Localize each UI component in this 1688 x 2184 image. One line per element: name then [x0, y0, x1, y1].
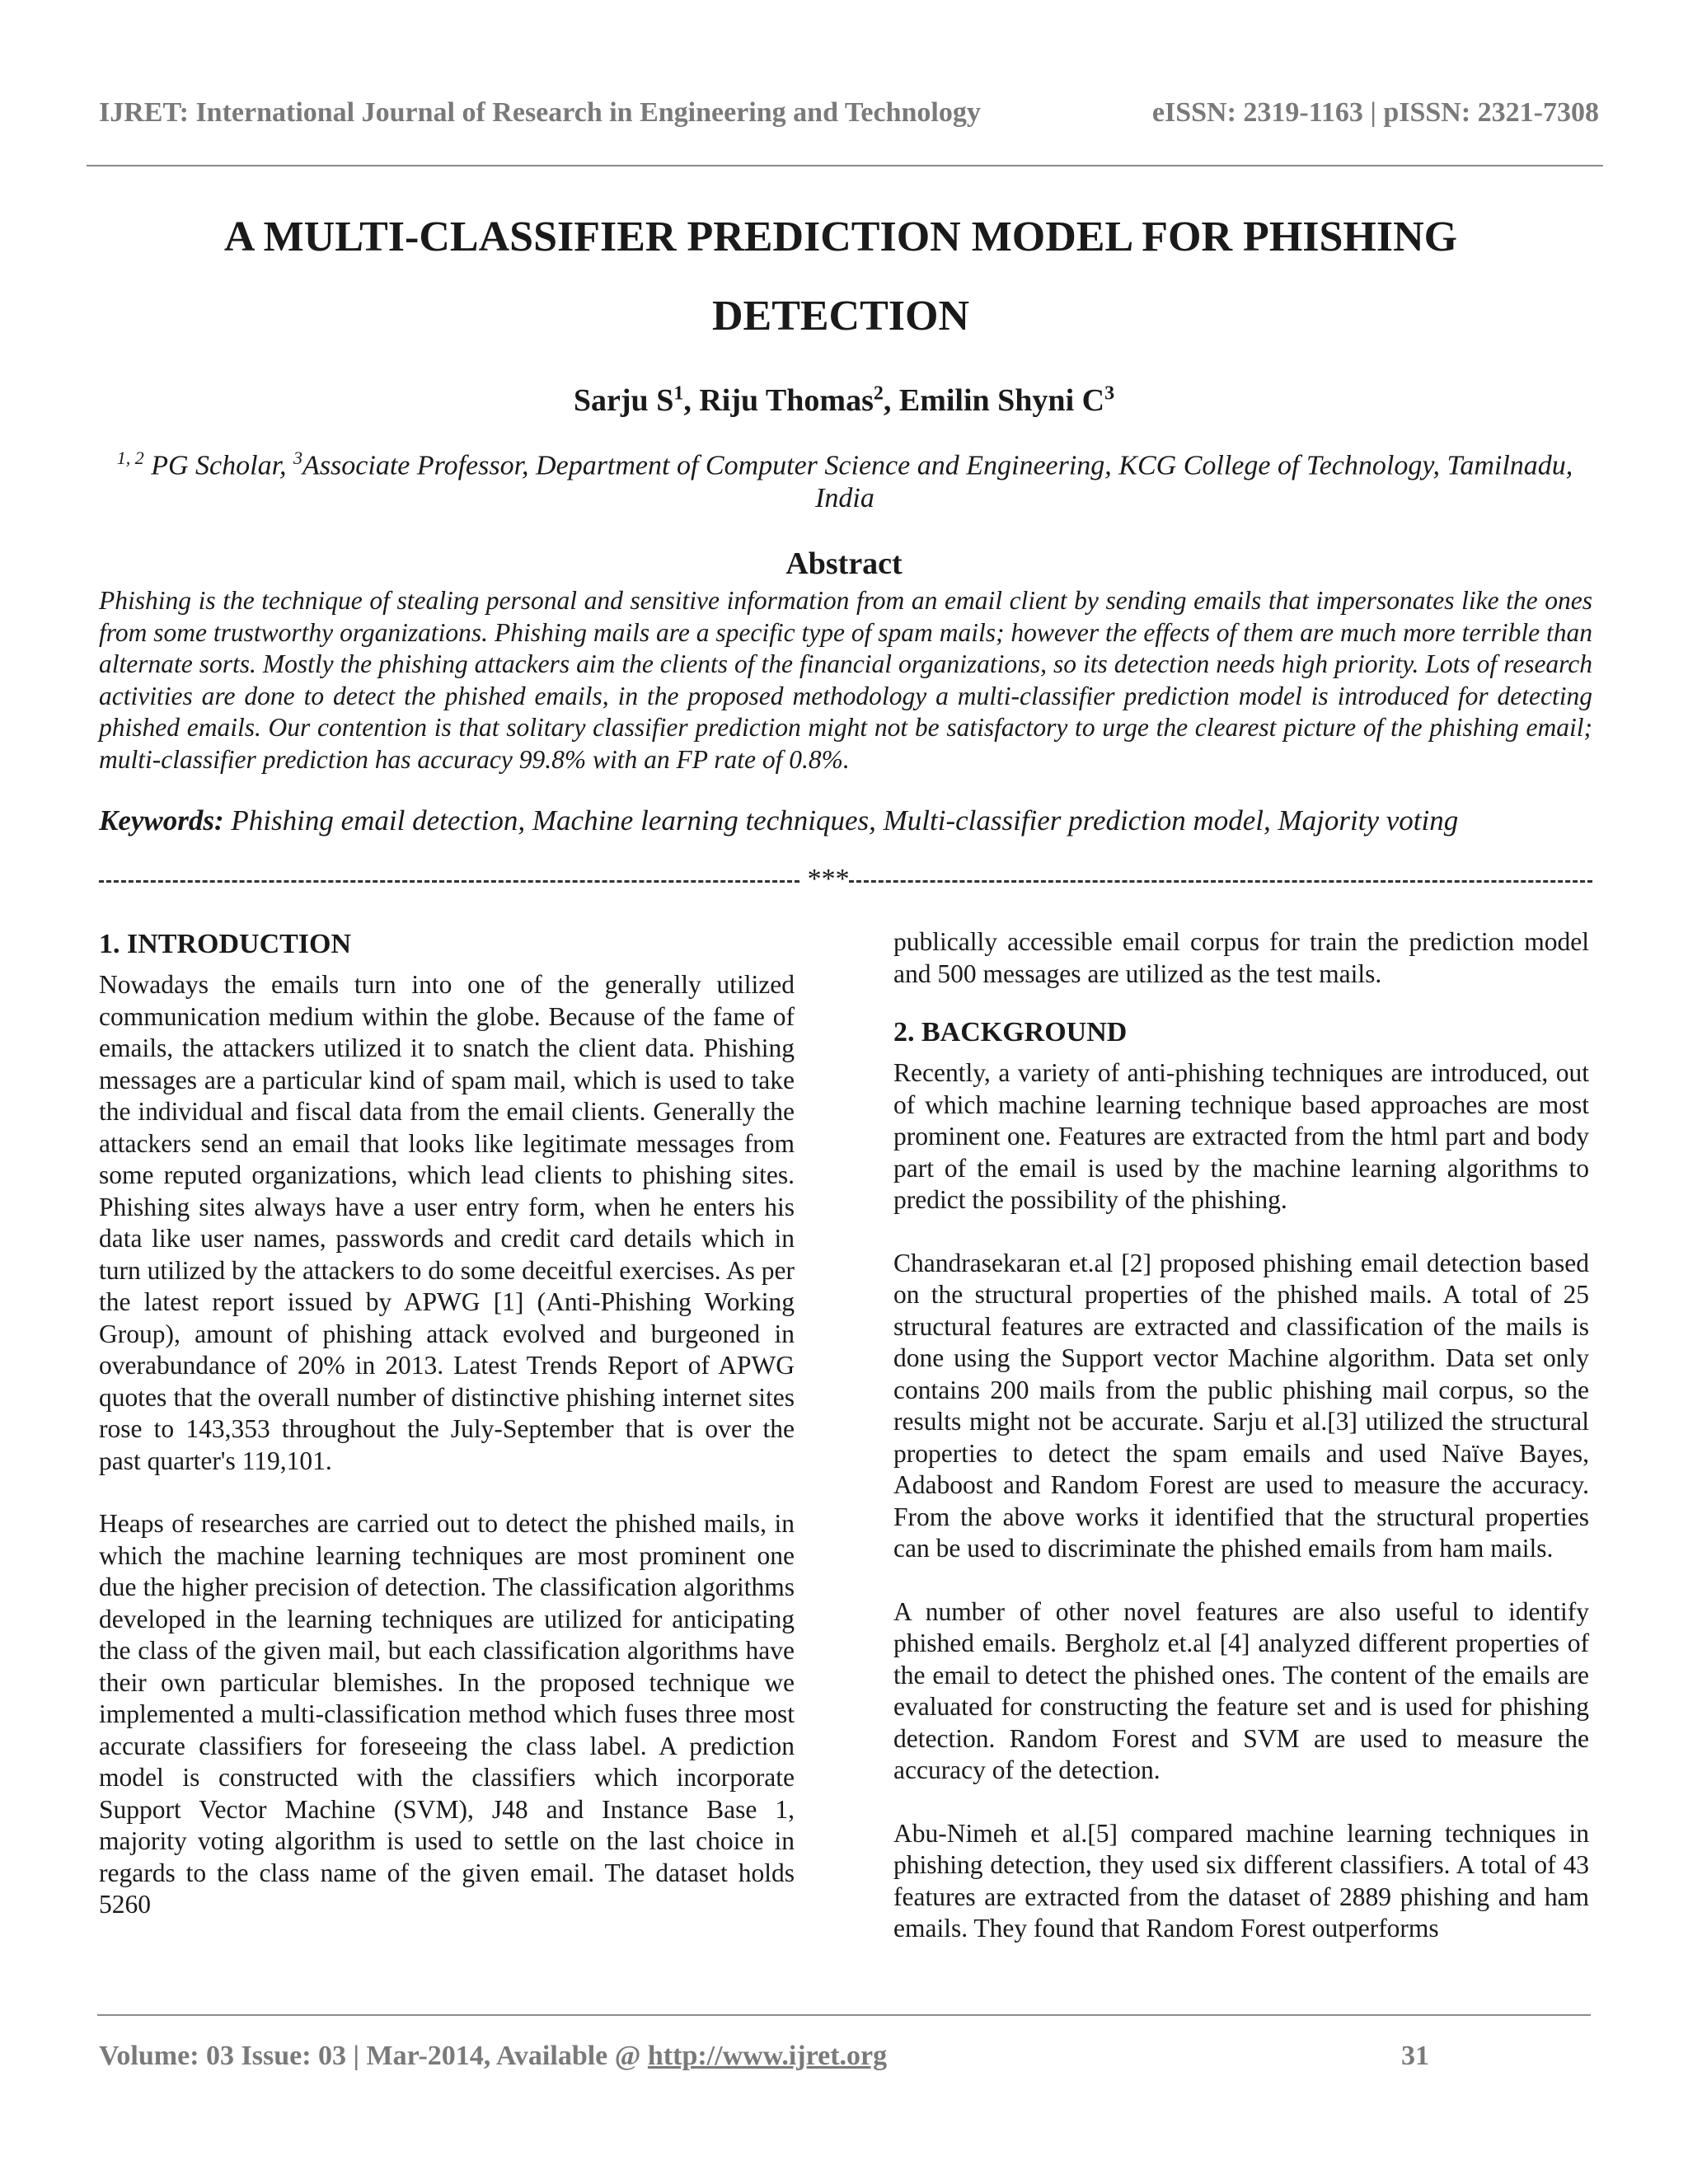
- journal-link[interactable]: http://www.ijret.org: [647, 2041, 888, 2071]
- author-affiliation-mark: 1: [673, 382, 684, 405]
- affiliation-mark: 1, 2: [116, 448, 144, 468]
- paper-title: A MULTI-CLASSIFIER PREDICTION MODEL FOR PHISHING DETECTION: [223, 213, 1458, 340]
- author-list: Sarju $S^1$, Riju Thomas$^2$, Emilin Shyni $C^3$: [573, 382, 1115, 418]
- author-affiliation: [115, 442, 1574, 515]
- paragraph: Abu-Nimeh et al.[5] compared machine learning techniques in phishing detection, they used six different classifiers. A total of 43 features are extracted from the dataset of 2889 phishing and ham emails. They found that Random Forest outperforms: [893, 1818, 1589, 1943]
- author-name: Emilin Shyni C: [898, 383, 1105, 418]
- header-divider: [87, 165, 1603, 166]
- separator-dash-right: [849, 880, 1592, 883]
- right-column: [893, 926, 1589, 1976]
- section-heading-introduction: 1. INTRODUCTION: [99, 929, 352, 959]
- journal-issn: eISSN: 2319-1163 | pISSN: 2321-7308: [1151, 97, 1599, 128]
- keywords-text: Phishing email detection, Machine learning techniques, Multi-classifier prediction model, Majority voting: [223, 804, 1459, 837]
- keywords: [99, 804, 1592, 837]
- affiliation-text: Associate Professor, Department of Computer Science and Engineering, KCG College of Technology, Tamilnadu, India: [302, 450, 1573, 514]
- paragraph: publically accessible email corpus for train the prediction model and 500 messages are utilized as the test mails.: [893, 927, 1589, 988]
- footer-volume: [99, 2041, 887, 2072]
- separator-stars: ***: [806, 864, 848, 894]
- section-heading-background: 2. BACKGROUND: [893, 1017, 1128, 1047]
- separator-dash-left: [99, 880, 799, 883]
- footer-volume-text: Volume: 03 Issue: 03 | Mar-2014, Available @: [99, 2041, 648, 2071]
- paragraph: Chandrasekaran et.al [2] proposed phishing email detection based on the structural properties of the phished mails. A total of 25 structural features are extracted and classification of the mails is done using the Support vector Machine algorithm. Data set only contains 200 mails from the public phishing mail corpus, so the results might not be accurate. Sarju et al.[3] utilized the structural properties to detect the spam emails and used Naïve Bayes, Adaboost and Random Forest are used to measure the accuracy. From the above works it identified that the structural properties can be used to discriminate the phished emails from ham mails.: [893, 1248, 1589, 1563]
- keywords-label: Keywords:: [99, 804, 224, 837]
- paragraph: A number of other novel features are also useful to identify phished emails. Bergholz et.al [4] analyzed different properties of the email to detect the phished ones. The content of the emails are evaluated for constructing the feature set and is used for phishing detection. Random Forest and SVM are used to measure the accuracy of the detection.: [893, 1596, 1589, 1784]
- author-name: Riju Thomas: [699, 383, 874, 418]
- paragraph: Heaps of researches are carried out to detect the phished mails, in which the machine learning techniques are most prominent one due the higher precision of detection. The classification algorithms developed in the learning techniques are utilized for anticipating the class of the given mail, but each classification algorithms have their own particular blemishes. In the proposed technique we implemented a multi-classification method which fuses three most accurate classifiers for foreseeing the class label. A prediction model is constructed with the classifiers which incorporate Support Vector Machine (SVM), J48 and Instance Base 1, majority voting algorithm is used to settle on the last choice in regards to the class name of the given email. The dataset holds 5260: [99, 1509, 795, 1919]
- affiliation-mark: 3: [293, 448, 303, 468]
- paragraph: Nowadays the emails turn into one of the generally utilized communication medium within the globe. Because of the fame of emails, the attackers utilized it to snatch the client data. Phishing messages are a particular kind of spam mail, which is used to take the individual and fiscal data from the email clients. Generally the attackers send an email that looks like legitimate messages from some reputed organizations, which lead clients to phishing sites. Phishing sites always have a user entry form, when he enters his data like user names, passwords and credit card details which in turn utilized by the attackers to do some deceitful exercises. As per the latest report issued by APWG [1] (Anti-Phishing Working Group), amount of phishing attack evolved and burgeoned in overabundance of 20% in 2013. Latest Trends Report of APWG quotes that the overall number of distinctive phishing internet sites rose to 143,353 throughout the July-September that is over the past quarter's 119,101.: [99, 970, 795, 1475]
- section-separator: [99, 862, 1592, 895]
- author-affiliation-mark: 2: [873, 382, 884, 405]
- left-column: [99, 926, 795, 1952]
- abstract-text: Phishing is the technique of stealing personal and sensitive information from an email client by sending emails that impersonates like the ones from some trustworthy organizations. Phishing mails are a specific type of spam mails; however the effects of them are much more terrible than alternate sorts. Mostly the phishing attackers aim the clients of the financial organizations, so its detection needs high priority. Lots of research activities are done to detect the phished emails, in the proposed methodology a multi-classifier prediction model is introduced for detecting phished emails. Our contention is that solitary classifier prediction might not be satisfactory to urge the clearest picture of the phishing email; multi-classifier prediction has accuracy 99.8% with an FP rate of 0.8%.: [99, 586, 1592, 774]
- affiliation-text: PG Scholar,: [143, 450, 294, 481]
- footer-divider: [97, 2014, 1591, 2016]
- author-name: Sarju S: [573, 383, 674, 418]
- paragraph: Recently, a variety of anti-phishing techniques are introduced, out of which machine learning technique based approaches are most prominent one. Features are extracted from the html part and body part of the email is used by the machine learning algorithms to predict the possibility of the phishing.: [893, 1058, 1589, 1214]
- abstract-heading: Abstract: [785, 546, 903, 581]
- author-affiliation-mark: 3: [1104, 382, 1115, 405]
- page-number: 31: [1401, 2041, 1429, 2071]
- page-header: [91, 97, 1599, 147]
- journal-name: IJRET: International Journal of Research in Engineering and Technology: [99, 97, 981, 128]
